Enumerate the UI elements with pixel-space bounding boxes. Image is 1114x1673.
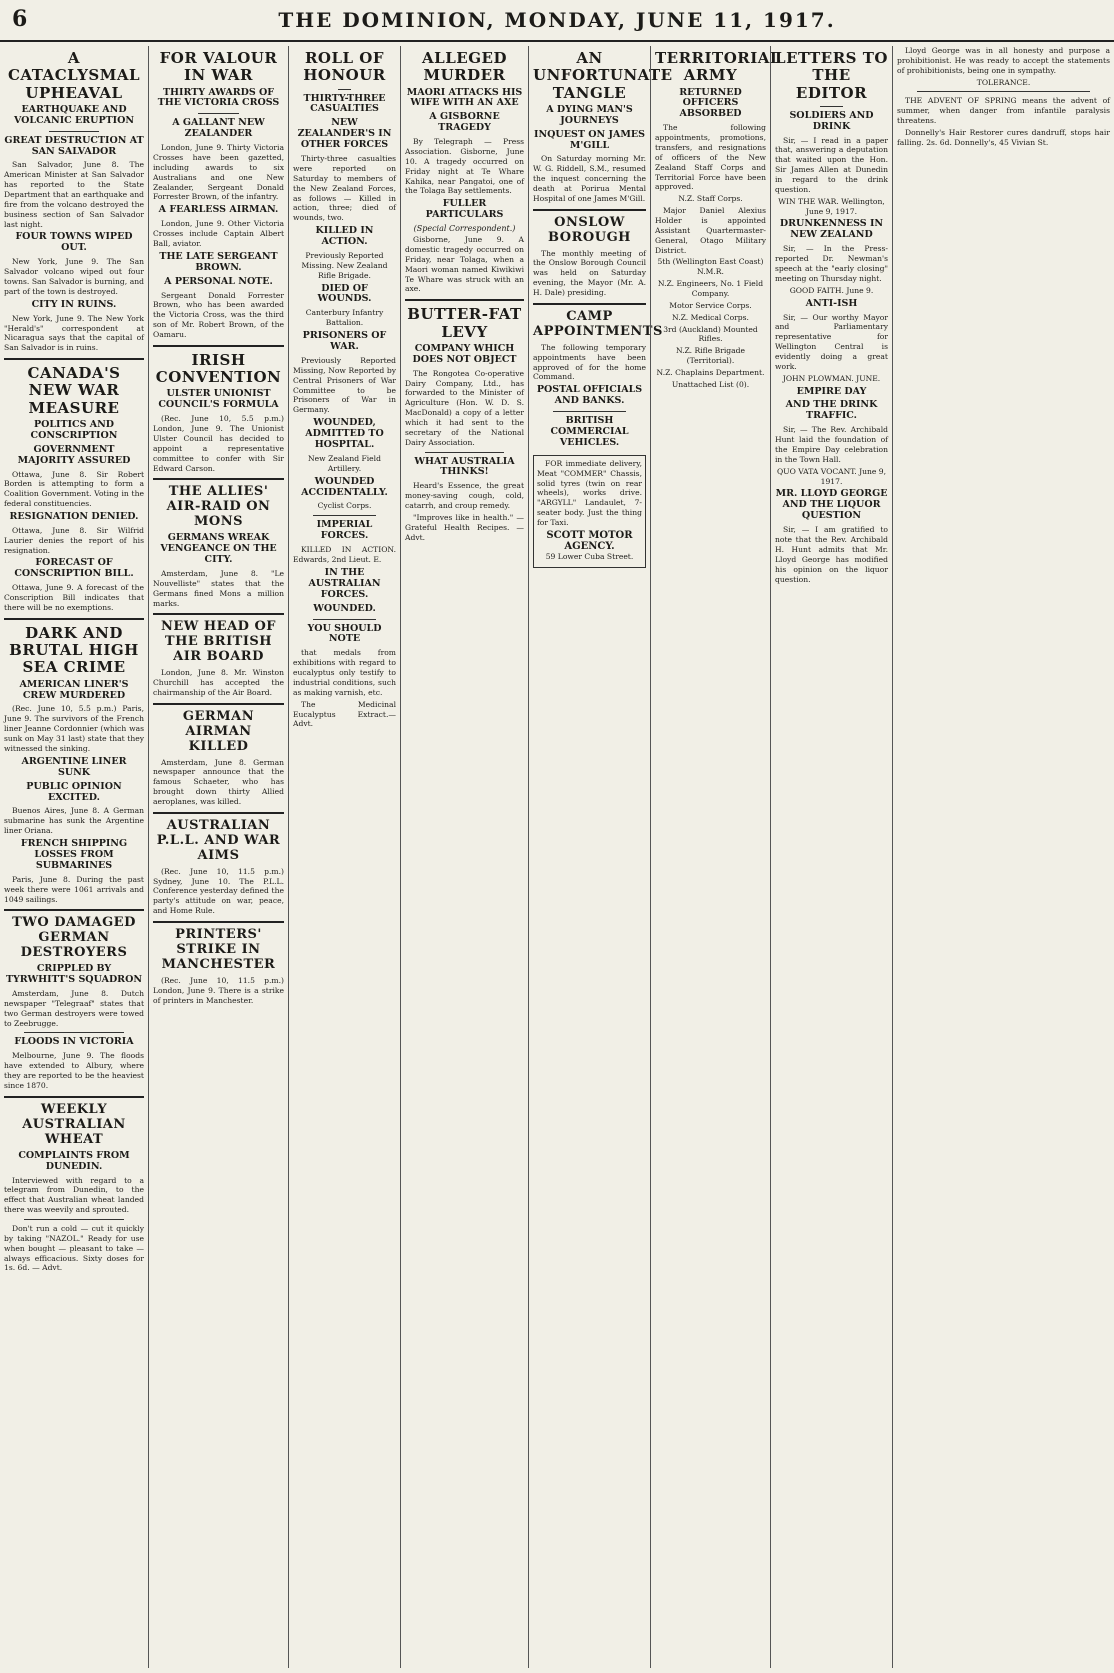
subhead: RESIGNATION DENIED. <box>9 510 139 522</box>
subhead: FLOODS IN VICTORIA <box>14 1036 134 1048</box>
subhead: IMPERIAL FORCES. <box>316 519 373 542</box>
rule <box>153 345 284 347</box>
deck: COMPANY WHICH DOES NOT OBJECT <box>412 342 517 365</box>
deck: MAORI ATTACKS HIS WIFE WITH AN AXE <box>406 86 523 109</box>
article-text: Ottawa, June 9. A forecast of the Conscription Bill indicates that there will be no exemptions. <box>4 583 144 613</box>
headline-letters-to-editor: LETTERS TO THE EDITOR <box>775 49 888 102</box>
subhead: PUBLIC OPINION EXCITED. <box>26 780 122 803</box>
rule <box>917 91 1090 92</box>
advertiser-address: 59 Lower Cuba Street. <box>545 551 634 561</box>
article-text: On Saturday morning Mr. W. G. Riddell, S.M., resumed the inquest concerning the death at Porirua Mental Hospital of one James M'Gill. <box>533 154 646 203</box>
deck: A GISBORNE TRAGEDY <box>429 111 500 134</box>
article-text: Previously Reported Missing, Now Reported by Central Prisoners of War Committee to be Prisoners of War in Germany. <box>293 355 396 415</box>
article-text: The following appointments, promotions, transfers, and resignations of officers of the New Zealand Staff Corps and Territorial Force have been approved. <box>655 123 766 192</box>
page-number: 6 <box>12 6 28 32</box>
article-text: London, June 9. Other Victoria Crosses include Captain Albert Ball, aviator. <box>153 219 284 248</box>
list-heading: N.Z. Chaplains Department. <box>656 368 765 378</box>
list-heading: N.Z. Staff Corps. <box>678 194 743 204</box>
subhead: FRENCH SHIPPING LOSSES FROM SUBMARINES <box>20 838 128 871</box>
article-text: Amsterdam, June 8. "Le Nouvelliste" states that the Germans fined Mons a million marks. <box>153 568 284 608</box>
advertisement-text: Don't run a cold — cut it quickly by taking "NAZOL." Ready for use when bought — pleasant to take — always efficacious. Sixty doses for 1s. 6d. — Advt. <box>4 1223 144 1273</box>
rule <box>49 131 99 132</box>
column-6 <box>650 46 781 1668</box>
rule <box>153 921 284 923</box>
subhead: PRISONERS OF WAR. <box>302 330 387 353</box>
advertiser-name: SCOTT MOTOR AGENCY. <box>546 529 633 552</box>
rule <box>24 1032 124 1033</box>
deck: AMERICAN LINER'S CREW MURDERED <box>19 678 129 701</box>
article-text: Ottawa, June 8. Sir Wilfrid Laurier denies the report of his resignation. <box>4 525 144 555</box>
article-text: The following temporary appointments have been approved of for the home Command. <box>533 342 646 382</box>
letter-text: Sir, — I read in a paper that, answering a deputation that waited upon the Hon. Sir James Allen at Dunedin in regard to the drink question. <box>775 135 888 194</box>
headline-printers-strike: PRINTERS' STRIKE IN MANCHESTER <box>161 927 276 972</box>
letter-signature: QUO VATA VOCANT. June 9, 1917. <box>776 466 887 486</box>
list-heading: N.Z. Engineers, No. 1 Field Company. <box>657 279 764 299</box>
rule <box>153 812 284 814</box>
subhead: CITY IN RUINS. <box>31 298 117 310</box>
letter-signature: GOOD FAITH. June 9. <box>789 285 874 295</box>
deck: COMPLAINTS FROM DUNEDIN. <box>18 1149 130 1172</box>
column-2 <box>148 46 288 1668</box>
rule <box>533 209 646 211</box>
deck: A DYING MAN'S JOURNEYS <box>546 103 633 126</box>
article-text: (Rec. June 10, 11.5 p.m.) London, June 9. There is a strike of printers in Manchester. <box>153 975 284 1005</box>
article-text: Amsterdam, June 8. Dutch newspaper "Telegraaf" states that two German destroyers were towed to Zeebrugge. <box>4 989 144 1028</box>
advertisement-text: "Improves like in health." — Grateful Health Recipes. — Advt. <box>405 512 524 542</box>
subhead: WOUNDED ACCIDENTALLY. <box>301 475 388 498</box>
headline-cataclysmal-upheaval: A CATACLYSMAL UPHEAVAL <box>7 49 141 102</box>
deck: THIRTY AWARDS OF THE VICTORIA CROSS <box>157 86 280 109</box>
column-4 <box>400 46 528 1668</box>
advertisement-text: FOR immediate delivery, Meat "COMMER" Chassis, solid tyres (twin on rear wheels), works drive. "ARGYLL" Landaulet, 7-seater body. Just the thing for Taxi. <box>537 458 642 527</box>
article-text: (Rec. June 10, 5.5 p.m.) Paris, June 9. The survivors of the French liner Jeanne Cordonnier (which was sunk on May 31 last) state that they witnessed the sinking. <box>4 704 144 753</box>
list-heading: Canterbury Infantry Battalion. <box>305 308 384 328</box>
motor-agency-advertisement <box>533 455 646 568</box>
rule <box>153 703 284 705</box>
subhead: YOU SHOULD NOTE <box>307 622 382 645</box>
subhead: POSTAL OFFICIALS AND BANKS. <box>536 384 643 407</box>
letter-text: Sir, — In the Press-reported Dr. Newman's speech at the "early closing" meeting on Thursday night. <box>775 244 888 283</box>
rule <box>405 299 524 301</box>
list-heading: New Zealand Field Artillery. <box>308 453 381 473</box>
article-text: (Rec. June 10, 11.5 p.m.) Sydney, June 10. The P.L.L. Conference yesterday defined the party's attitude on war, peace, and Home Rule. <box>153 866 284 916</box>
list-heading: N.Z. Medical Corps. <box>672 312 749 322</box>
rule <box>4 1096 144 1098</box>
letter-signature: WIN THE WAR. Wellington, June 9, 1917. <box>778 196 885 216</box>
article-text: Amsterdam, June 8. German newspaper announce that the famous Schaeter, who has brought down thirty Allied aeroplanes, was killed. <box>153 757 284 807</box>
list-heading: 3rd (Auckland) Mounted Rifles. <box>663 324 758 344</box>
rule <box>313 619 376 620</box>
subhead: WHAT AUSTRALIA THINKS! <box>414 455 515 478</box>
article-text: Major Daniel Alexius Holder is appointed Assistant Quartermaster-General, Otago Military District. <box>655 206 766 255</box>
deck: GOVERNMENT MAJORITY ASSURED <box>17 443 131 466</box>
rule <box>153 613 284 615</box>
headline-for-valour: FOR VALOUR IN WAR <box>159 49 278 85</box>
deck: A GALLANT NEW ZEALANDER <box>172 117 265 140</box>
letter-signature: TOLERANCE. <box>976 77 1031 87</box>
column-3 <box>288 46 400 1668</box>
rule <box>4 618 144 620</box>
headline-air-board: NEW HEAD OF THE BRITISH AIR BOARD <box>160 619 277 665</box>
deck: ULSTER UNIONIST COUNCIL'S FORMULA <box>158 388 279 411</box>
article-text: By Telegraph — Press Association. Gisborne, June 10. A tragedy occurred on Friday night at Te Whare Kahika, near Pangatoi, one of the Tolaga Bay settlements. <box>405 137 524 196</box>
article-text: Gisborne, June 9. A domestic tragedy occurred on Friday, near Tolaga, when a Maori woman named Kiwikiwi Te Whare was struck with an axe. <box>405 235 524 294</box>
subhead: AND THE DRINK TRAFFIC. <box>785 399 878 422</box>
deck: POLITICS AND CONSCRIPTION <box>30 418 118 441</box>
article-text: The Rongotea Co-operative Dairy Company, Ltd., has forwarded to the Minister of Agriculture (Hon. W. D. S. MacDonald) a copy of a letter which it had sent to the secretary of the National Dairy Association. <box>405 368 524 447</box>
advertisement-text: The Medicinal Eucalyptus Extract.— Advt. <box>293 699 396 729</box>
advertisement-text: Donnelly's Hair Restorer cures dandruff, stops hair falling. 2s. 6d. Donnelly's, 45 Vivian St. <box>897 128 1110 147</box>
column-1 <box>0 46 148 1668</box>
column-7 <box>770 46 892 1668</box>
headline-territorial-army: TERRITORIAL ARMY <box>655 49 781 85</box>
subhead: MR. LLOYD GEORGE AND THE LIQUOR QUESTION <box>775 488 888 522</box>
subhead: DRUNKENNESS IN NEW ZEALAND <box>779 218 884 241</box>
article-text: San Salvador, June 8. The American Minister at San Salvador has reported to the State Department that an earthquake and fire from the volcano destroyed the business section of San Salvador last night. <box>4 160 144 229</box>
subhead: DIED OF WOUNDS. <box>317 282 372 305</box>
article-text: London, June 9. Thirty Victoria Crosses have been gazetted, including awards to six Australians and one New Zealander, Sergeant Donald Forrester Brown, of the infantry. <box>153 143 284 202</box>
rule <box>425 452 504 453</box>
deck: GREAT DESTRUCTION AT SAN SALVADOR <box>4 134 144 157</box>
subhead: FORECAST OF CONSCRIPTION BILL. <box>14 557 134 580</box>
subhead: A PERSONAL NOTE. <box>164 275 273 287</box>
deck: THIRTY-THREE CASUALTIES <box>303 92 386 115</box>
deck: CRIPPLED BY TYRWHITT'S SQUADRON <box>5 963 143 986</box>
subhead: IN THE AUSTRALIAN FORCES. <box>308 566 381 600</box>
headline-wheat: WEEKLY AUSTRALIAN WHEAT <box>22 1101 126 1147</box>
byline: (Special Correspondent.) <box>413 224 516 234</box>
article-text: Melbourne, June 9. The floods have extended to Albury, where they are reported to be the heaviest since 1870. <box>4 1051 144 1090</box>
rule <box>24 1219 124 1220</box>
article-text: Thirty-three casualties were reported on Saturday to members of the New Zealand Forces, as follows — Killed in action, three; died of wounds, two. <box>293 154 396 223</box>
article-text: KILLED IN ACTION. Edwards, 2nd Lieut. E. <box>293 545 396 564</box>
subhead: FULLER PARTICULARS <box>425 198 504 221</box>
deck: INQUEST ON JAMES M'GILL <box>534 128 645 151</box>
subhead: KILLED IN ACTION. <box>315 225 374 248</box>
subhead: EMPIRE DAY <box>796 385 867 397</box>
rule <box>4 358 144 360</box>
headline-destroyers: TWO DAMAGED GERMAN DESTROYERS <box>12 915 136 961</box>
list-heading: N.Z. Rifle Brigade (Territorial). <box>675 346 746 366</box>
article-text: Sergeant Donald Forrester Brown, who has been awarded the Victoria Cross, was the third son of Mr. Robert Brown, of the Oamaru. <box>153 290 284 340</box>
subhead: BRITISH COMMERCIAL VEHICLES. <box>550 415 629 448</box>
article-text: The monthly meeting of the Onslow Borough Council was held on Saturday evening, the Mayor (Mr. A. H. Dale) presiding. <box>533 248 646 298</box>
headline-roll-of-honour: ROLL OF HONOUR <box>303 49 386 85</box>
column-5 <box>528 46 673 1668</box>
headline-irish-convention: IRISH CONVENTION <box>155 350 282 387</box>
rule <box>553 411 626 412</box>
headline-pll-war-aims: AUSTRALIAN P.L.L. AND WAR AIMS <box>156 817 281 863</box>
rule <box>338 89 351 90</box>
subhead: FOUR TOWNS WIPED OUT. <box>15 231 133 254</box>
article-text: London, June 8. Mr. Winston Churchill has accepted the chairmanship of the Air Board. <box>153 668 284 697</box>
letter-text: Sir, — The Rev. Archibald Hunt laid the foundation of the Empire Day celebration in the Town Hall. <box>775 425 888 464</box>
letter-text: Sir, — I am gratified to note that the Rev. Archibald H. Hunt admits that Mr. Lloyd George has modified his opinion on the liquor question. <box>775 525 888 584</box>
rule <box>4 909 144 911</box>
deck: EARTHQUAKE AND VOLCANIC ERUPTION <box>13 103 135 126</box>
advertisement-text: that medals from exhibitions with regard to eucalyptus only testify to industrial conditions, such as making varnish, etc. <box>293 648 396 697</box>
subhead: THE LATE SERGEANT BROWN. <box>159 250 278 273</box>
headline-german-airman: GERMAN AIRMAN KILLED <box>182 708 255 754</box>
deck: GERMANS WREAK VENGEANCE ON THE CITY. <box>160 532 277 566</box>
headline-unfortunate-tangle: AN UNFORTUNATE TANGLE <box>533 49 673 102</box>
letter-signature: JOHN PLOWMAN. JUNE. <box>782 373 881 383</box>
rule <box>820 106 843 107</box>
letter-text: Sir, — Our worthy Mayor and Parliamentary representative for Wellington Central is evidently doing a great work. <box>775 312 888 371</box>
subhead: WOUNDED, ADMITTED TO HOSPITAL. <box>305 417 384 450</box>
subhead: A FEARLESS AIRMAN. <box>158 204 279 216</box>
list-heading: Motor Service Corps. <box>669 300 752 310</box>
headline-camp-appointments: CAMP APPOINTMENTS <box>533 308 663 339</box>
headline-butter-fat-levy: BUTTER-FAT LEVY <box>407 305 522 341</box>
headline-alleged-murder: ALLEGED MURDER <box>422 49 507 85</box>
advertisement-text: Heard's Essence, the great money-saving cough, cold, catarrh, and croup remedy. <box>405 481 524 511</box>
masthead <box>0 0 1114 42</box>
article-text: Interviewed with regard to a telegram from Dunedin, to the effect that Australian wheat landed there was weevily and sprouted. <box>4 1175 144 1215</box>
headline-air-raid-mons: THE ALLIES' AIR-RAID ON MONS <box>166 484 271 530</box>
article-text: New York, June 9. The San Salvador volcano wiped out four towns. San Salvador is burning, and part of the town is destroyed. <box>4 257 144 296</box>
article-text: Ottawa, June 8. Sir Robert Borden is attempting to form a Coalition Government. Voting in the federal constituencies. <box>4 469 144 509</box>
list-heading: Unattached List (0). <box>671 379 750 389</box>
article-text: (Rec. June 10, 5.5 p.m.) London, June 9. The Unionist Ulster Council has decided to appoint a representative committee to confer with Sir Edward Carson. <box>153 414 284 473</box>
advertisement-text: THE ADVENT OF SPRING means the advent of summer, when danger from infantile paralysis threatens. <box>897 96 1110 126</box>
headline-onslow-borough: ONSLOW BOROUGH <box>548 214 631 245</box>
subhead: WOUNDED. <box>313 602 376 614</box>
column-8 <box>892 46 1114 1668</box>
article-text: Paris, June 8. During the past week there were 1061 arrivals and 1049 sailings. <box>4 874 144 904</box>
subhead: ANTI-ISH <box>805 297 858 309</box>
list-heading: 5th (Wellington East Coast) N.M.R. <box>657 257 764 277</box>
article-text: New York, June 9. The New York "Herald's" correspondent at Nicaragua says that the capital of San Salvador is in ruins. <box>4 313 144 353</box>
subhead: ARGENTINE LINER SUNK <box>21 755 127 778</box>
headline-dark-and-brutal: DARK AND BRUTAL HIGH SEA CRIME <box>9 623 139 677</box>
rule <box>533 303 646 305</box>
list-heading: Previously Reported Missing. New Zealand Rifle Brigade. <box>301 250 388 280</box>
rule <box>313 515 376 516</box>
list-heading: Cyclist Corps. <box>317 501 372 511</box>
article-text: Buenos Aires, June 8. A German submarine has sunk the Argentine liner Oriana. <box>4 806 144 836</box>
rule <box>153 478 284 480</box>
rule <box>198 113 239 114</box>
newspaper-title: THE DOMINION, MONDAY, JUNE 11, 1917. <box>278 8 836 32</box>
headline-canada-war-measure: CANADA'S NEW WAR MEASURE <box>27 364 121 417</box>
deck: SOLDIERS AND DRINK <box>789 109 874 132</box>
deck: RETURNED OFFICERS ABSORBED <box>679 86 742 120</box>
letter-text: Lloyd George was in all honesty and purpose a prohibitionist. He was ready to accept the statements of prohibitionists, being one in sympathy. <box>897 46 1110 75</box>
deck: NEW ZEALANDER'S IN OTHER FORCES <box>297 117 392 151</box>
